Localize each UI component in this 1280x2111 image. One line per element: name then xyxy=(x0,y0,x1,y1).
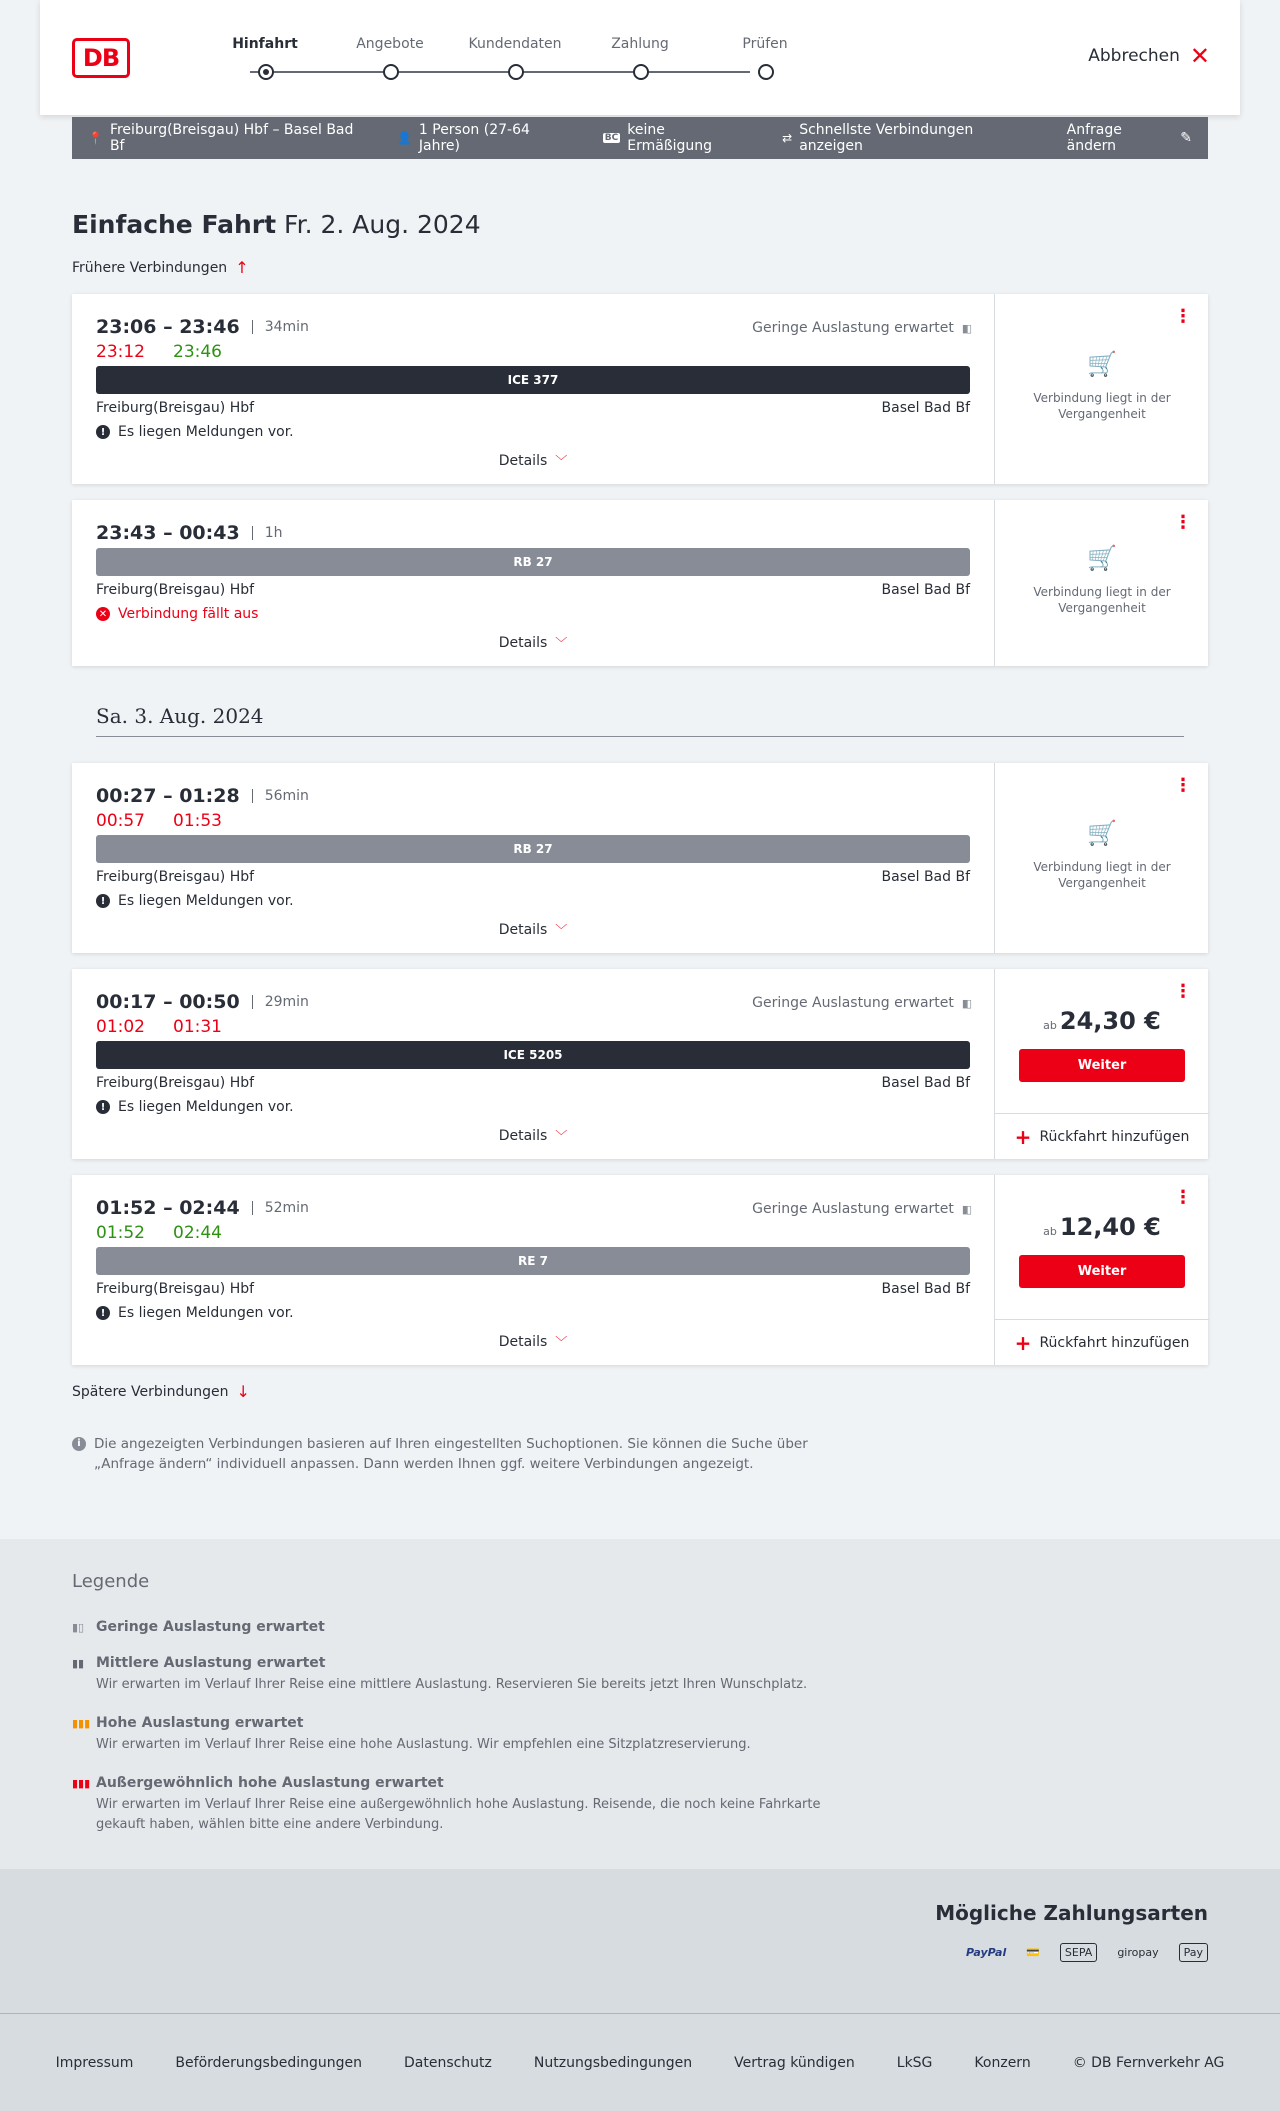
chevron-down-icon: ﹀ xyxy=(555,454,568,468)
footer xyxy=(0,2014,1280,2111)
price-prefix: ab xyxy=(1043,1225,1057,1238)
origin-station: Freiburg(Breisgau) Hbf xyxy=(96,1281,255,1297)
occupancy-info xyxy=(752,1201,970,1217)
planned-times xyxy=(96,785,309,807)
duration: 56min xyxy=(252,789,309,803)
occupancy-high-icon: ▮▮▮ xyxy=(72,1716,91,1730)
stations xyxy=(96,1075,970,1091)
swap-arrows-icon: ⇄ xyxy=(782,131,793,145)
train-bar[interactable]: ICE 5205 xyxy=(96,1041,970,1069)
cancellation-notice xyxy=(96,606,258,622)
paypal-icon: PayPal xyxy=(966,1946,1007,1959)
realtime-departure: 01:52 xyxy=(96,1223,145,1243)
past-text: Verbindung liegt in der Vergangenheit xyxy=(1033,391,1171,421)
details-label: Details xyxy=(498,1334,548,1350)
option-text: Schnellste Verbindungen anzeigen xyxy=(799,122,974,154)
step-zahlung xyxy=(585,36,695,56)
occupancy-low-icon: ▮▯ xyxy=(72,1620,85,1634)
past-connection-info xyxy=(995,350,1209,422)
legend-heading xyxy=(72,1775,872,1791)
footer-link-impressum[interactable]: Impressum xyxy=(55,2054,134,2071)
legend-item-medium xyxy=(72,1655,872,1695)
stations xyxy=(96,869,970,885)
destination-station: Basel Bad Bf xyxy=(881,1281,970,1297)
duration: 52min xyxy=(252,1201,309,1215)
route-summary xyxy=(88,122,365,154)
train-bar[interactable]: RB 27 xyxy=(96,548,970,576)
occupancy-text: Geringe Auslastung erwartet xyxy=(752,995,954,1011)
chevron-down-icon: ﹀ xyxy=(555,1129,568,1143)
occupancy-low-icon: ▮▯ xyxy=(961,321,970,335)
add-return-trip-button[interactable] xyxy=(995,1319,1209,1365)
origin-station: Freiburg(Breisgau) Hbf xyxy=(96,1075,255,1091)
offer-panel xyxy=(994,500,1208,666)
step-label: Angebote xyxy=(356,36,424,52)
later-connections-link[interactable] xyxy=(72,1382,250,1401)
notice-text: Es liegen Meldungen vor. xyxy=(118,1305,294,1321)
arrow-down-icon: ↓ xyxy=(236,1382,250,1401)
offer-panel xyxy=(994,294,1208,484)
chevron-down-icon: ﹀ xyxy=(555,636,568,650)
page-title xyxy=(72,210,481,239)
header xyxy=(40,0,1240,115)
train-bar[interactable]: RE 7 xyxy=(96,1247,970,1275)
cart-unavailable-icon: 🛒 xyxy=(1087,819,1117,847)
stations xyxy=(96,1281,970,1297)
origin-station: Freiburg(Breisgau) Hbf xyxy=(96,400,255,416)
footer-link-lksg[interactable]: LkSG xyxy=(896,2054,933,2071)
step-hinfahrt xyxy=(210,36,320,56)
discount-summary xyxy=(603,122,750,154)
route-text: Freiburg(Breisgau) Hbf – Basel Bad Bf xyxy=(109,122,354,154)
planned-times xyxy=(96,991,309,1013)
legend-title: Legende xyxy=(72,1571,150,1592)
occupancy-text: Geringe Auslastung erwartet xyxy=(752,320,954,336)
price-value: 12,40 € xyxy=(1059,1213,1161,1241)
duration: 34min xyxy=(252,320,309,334)
continue-button[interactable]: Weiter xyxy=(1019,1255,1185,1288)
travel-date: Fr. 2. Aug. 2024 xyxy=(284,210,481,239)
occupancy-low-icon: ▮▯ xyxy=(961,1202,970,1216)
offer-panel xyxy=(994,1175,1208,1365)
legend-heading xyxy=(72,1715,872,1731)
more-options-icon[interactable]: ⋮ xyxy=(1174,512,1192,533)
payment-title: Mögliche Zahlungsarten xyxy=(935,1901,1208,1925)
apple-pay-icon: Pay xyxy=(1179,1943,1208,1962)
time-range: 01:52 – 02:44 xyxy=(96,1197,240,1219)
origin-station: Freiburg(Breisgau) Hbf xyxy=(96,869,255,885)
person-icon: 👤 xyxy=(396,131,412,145)
option-summary xyxy=(782,122,1034,154)
continue-button[interactable]: Weiter xyxy=(1019,1049,1185,1082)
realtime-times xyxy=(96,342,222,362)
realtime-arrival: 01:53 xyxy=(173,811,222,831)
price xyxy=(995,1007,1209,1035)
cart-unavailable-icon: 🛒 xyxy=(1087,544,1117,572)
notice xyxy=(96,1305,294,1321)
exclamation-icon: ! xyxy=(96,425,110,439)
earlier-connections-link[interactable] xyxy=(72,258,249,277)
step-label: Zahlung xyxy=(611,36,669,52)
exclamation-icon: ! xyxy=(96,1100,110,1114)
details-label: Details xyxy=(498,635,548,651)
change-request-button[interactable] xyxy=(1067,122,1192,154)
info-text: Die angezeigten Verbindungen basieren auf Ihren eingestellten Suchoptionen. Sie können die Suche über „Anfrage ändern“ individuell anpassen. Dann werden Ihnen ggf. weitere Verbindungen angezeigt. xyxy=(94,1436,808,1472)
legend-label: Geringe Auslastung erwartet xyxy=(96,1619,325,1635)
later-label: Spätere Verbindungen xyxy=(72,1383,229,1400)
notice xyxy=(96,893,294,909)
step-dot xyxy=(383,64,399,80)
date-separator: Sa. 3. Aug. 2024 xyxy=(96,704,1184,737)
location-pin-icon: 📍 xyxy=(88,131,103,145)
legend-item-exceptional xyxy=(72,1775,872,1835)
step-dot xyxy=(508,64,524,80)
notice xyxy=(96,424,294,440)
exclamation-icon: ! xyxy=(96,1306,110,1320)
legend-item-low xyxy=(72,1619,872,1635)
realtime-departure: 01:02 xyxy=(96,1017,145,1037)
details-toggle[interactable] xyxy=(72,1127,994,1144)
realtime-departure: 00:57 xyxy=(96,811,145,831)
connection-main xyxy=(72,969,994,1159)
time-range: 00:27 – 01:28 xyxy=(96,785,240,807)
passenger-summary xyxy=(397,122,571,154)
occupancy-exceptional-icon: ▮▮▮ xyxy=(72,1776,91,1790)
past-text: Verbindung liegt in der Vergangenheit xyxy=(1033,860,1171,890)
price-value: 24,30 € xyxy=(1059,1007,1161,1035)
notice xyxy=(96,1099,294,1115)
details-toggle[interactable] xyxy=(72,921,994,938)
legend-heading xyxy=(72,1619,872,1635)
realtime-arrival: 23:46 xyxy=(173,342,222,362)
legend-description: Wir erwarten im Verlauf Ihrer Reise eine außergewöhnlich hohe Auslastung. Reisende, die noch keine Fahrkarte gekauft haben, wählen bitte eine andere Verbindung. xyxy=(96,1797,821,1832)
past-connection-info xyxy=(995,819,1209,891)
occupancy-text: Geringe Auslastung erwartet xyxy=(752,1201,954,1217)
footer-copyright[interactable]: © DB Fernverkehr AG xyxy=(1072,2054,1225,2071)
footer-link-vertrag-kuendigen[interactable]: Vertrag kündigen xyxy=(734,2054,855,2071)
offer-panel xyxy=(994,969,1208,1159)
planned-times xyxy=(96,1197,309,1219)
progress-stepper xyxy=(210,36,788,86)
step-label: Prüfen xyxy=(742,36,788,52)
price xyxy=(995,1213,1209,1241)
occupancy-info xyxy=(752,995,970,1011)
close-icon: ✕ xyxy=(1189,42,1210,70)
stations xyxy=(96,582,970,598)
notice-text: Es liegen Meldungen vor. xyxy=(118,1099,294,1115)
discount-text: keine Ermäßigung xyxy=(627,122,713,154)
legend-description: Wir erwarten im Verlauf Ihrer Reise eine mittlere Auslastung. Reservieren Sie bereits jetzt Ihren Wunschplatz. xyxy=(96,1677,808,1692)
step-label: Hinfahrt xyxy=(232,36,298,52)
step-dot xyxy=(633,64,649,80)
step-dot-active xyxy=(258,64,274,80)
legend-label: Außergewöhnlich hohe Auslastung erwartet xyxy=(96,1775,444,1791)
offer-panel xyxy=(994,763,1208,953)
destination-station: Basel Bad Bf xyxy=(881,1075,970,1091)
stations xyxy=(96,400,970,416)
step-kundendaten xyxy=(460,36,570,56)
duration: 1h xyxy=(252,526,283,540)
destination-station: Basel Bad Bf xyxy=(881,582,970,598)
info-icon: i xyxy=(72,1437,86,1451)
connection-main xyxy=(72,294,994,484)
cart-unavailable-icon: 🛒 xyxy=(1087,350,1117,378)
legend-description: Wir erwarten im Verlauf Ihrer Reise eine hohe Auslastung. Wir empfehlen eine Sitzplatzreservierung. xyxy=(96,1737,751,1752)
realtime-times xyxy=(96,811,222,831)
bahncard-icon: BC xyxy=(604,133,619,143)
legend-label: Hohe Auslastung erwartet xyxy=(96,1715,304,1731)
duration: 29min xyxy=(252,995,309,1009)
notice-text: Es liegen Meldungen vor. xyxy=(118,893,294,909)
footer-link-datenschutz[interactable]: Datenschutz xyxy=(403,2054,492,2071)
connection-card xyxy=(72,500,1208,666)
planned-times xyxy=(96,316,309,338)
exclamation-icon: ! xyxy=(96,894,110,908)
sepa-icon: SEPA xyxy=(1060,1943,1097,1962)
notice-text: Verbindung fällt aus xyxy=(118,606,259,622)
payment-methods-section xyxy=(0,1869,1280,2014)
connection-card xyxy=(72,1175,1208,1365)
cancel-circle-icon: ✕ xyxy=(96,607,110,621)
step-label: Kundendaten xyxy=(468,36,562,52)
details-toggle[interactable] xyxy=(72,452,994,469)
chevron-down-icon: ﹀ xyxy=(555,1335,568,1349)
time-range: 23:43 – 00:43 xyxy=(96,522,240,544)
destination-station: Basel Bad Bf xyxy=(881,869,970,885)
past-connection-info xyxy=(995,544,1209,616)
add-return-trip-button[interactable] xyxy=(995,1113,1209,1159)
connection-main xyxy=(72,500,994,666)
details-label: Details xyxy=(498,453,548,469)
step-dot xyxy=(758,64,774,80)
cancel-label: Abbrechen xyxy=(1088,46,1180,66)
chevron-down-icon: ﹀ xyxy=(555,923,568,937)
details-toggle[interactable] xyxy=(72,1333,994,1350)
pencil-icon: ✎ xyxy=(1180,130,1192,146)
search-summary-bar xyxy=(72,117,1208,159)
connection-main xyxy=(72,763,994,953)
plus-icon: + xyxy=(1014,1124,1032,1149)
legend-heading xyxy=(72,1655,872,1671)
details-label: Details xyxy=(498,1128,548,1144)
footer-link-konzern[interactable]: Konzern xyxy=(974,2054,1031,2071)
connection-card xyxy=(72,969,1208,1159)
more-options-icon[interactable]: ⋮ xyxy=(1174,306,1192,327)
change-request-label: Anfrage ändern xyxy=(1066,122,1122,154)
destination-station: Basel Bad Bf xyxy=(881,400,970,416)
return-label: Rückfahrt hinzufügen xyxy=(1039,1128,1190,1145)
connection-main xyxy=(72,1175,994,1365)
legend-section xyxy=(0,1539,1280,1869)
origin-station: Freiburg(Breisgau) Hbf xyxy=(96,582,255,598)
occupancy-low-icon: ▮▯ xyxy=(961,996,970,1010)
more-options-icon[interactable]: ⋮ xyxy=(1174,775,1192,796)
train-bar[interactable]: RB 27 xyxy=(96,835,970,863)
details-toggle[interactable] xyxy=(72,634,994,651)
occupancy-medium-icon: ▮▮ xyxy=(72,1656,85,1670)
return-label: Rückfahrt hinzufügen xyxy=(1039,1334,1190,1351)
realtime-times xyxy=(96,1223,222,1243)
details-label: Details xyxy=(498,922,548,938)
notice-text: Es liegen Meldungen vor. xyxy=(118,424,294,440)
passenger-text: 1 Person (27-64 Jahre) xyxy=(418,122,530,154)
earlier-label: Frühere Verbindungen xyxy=(72,259,228,276)
cancel-button[interactable] xyxy=(1088,44,1210,68)
trip-type: Einfache Fahrt xyxy=(72,210,277,239)
db-logo[interactable]: DB xyxy=(72,38,130,78)
realtime-arrival: 02:44 xyxy=(173,1223,222,1243)
legend-item-high xyxy=(72,1715,872,1755)
connection-card xyxy=(72,763,1208,953)
planned-times xyxy=(96,522,282,544)
connection-card xyxy=(72,294,1208,484)
time-range: 00:17 – 00:50 xyxy=(96,991,240,1013)
time-range: 23:06 – 23:46 xyxy=(96,316,240,338)
stepper-line xyxy=(250,71,750,73)
arrow-up-icon: ↑ xyxy=(235,258,249,277)
step-angebote xyxy=(335,36,445,56)
plus-icon: + xyxy=(1014,1330,1032,1355)
search-info xyxy=(72,1434,852,1474)
step-pruefen xyxy=(710,36,820,56)
realtime-times xyxy=(96,1017,222,1037)
giropay-icon: giropay xyxy=(1117,1946,1159,1959)
footer-link-nutzungsbedingungen[interactable]: Nutzungsbedingungen xyxy=(533,2054,693,2071)
price-prefix: ab xyxy=(1043,1019,1057,1032)
realtime-arrival: 01:31 xyxy=(173,1017,222,1037)
footer-link-befoerderungsbedingungen[interactable]: Beförderungsbedingungen xyxy=(175,2054,362,2071)
past-text: Verbindung liegt in der Vergangenheit xyxy=(1033,585,1171,615)
payment-icons xyxy=(966,1943,1208,1962)
legend-label: Mittlere Auslastung erwartet xyxy=(96,1655,326,1671)
credit-card-icon: 💳 xyxy=(1026,1946,1040,1959)
train-bar[interactable]: ICE 377 xyxy=(96,366,970,394)
realtime-departure: 23:12 xyxy=(96,342,145,362)
occupancy-info xyxy=(752,320,970,336)
more-options-icon[interactable]: ⋮ xyxy=(1174,981,1192,1002)
more-options-icon[interactable]: ⋮ xyxy=(1174,1187,1192,1208)
